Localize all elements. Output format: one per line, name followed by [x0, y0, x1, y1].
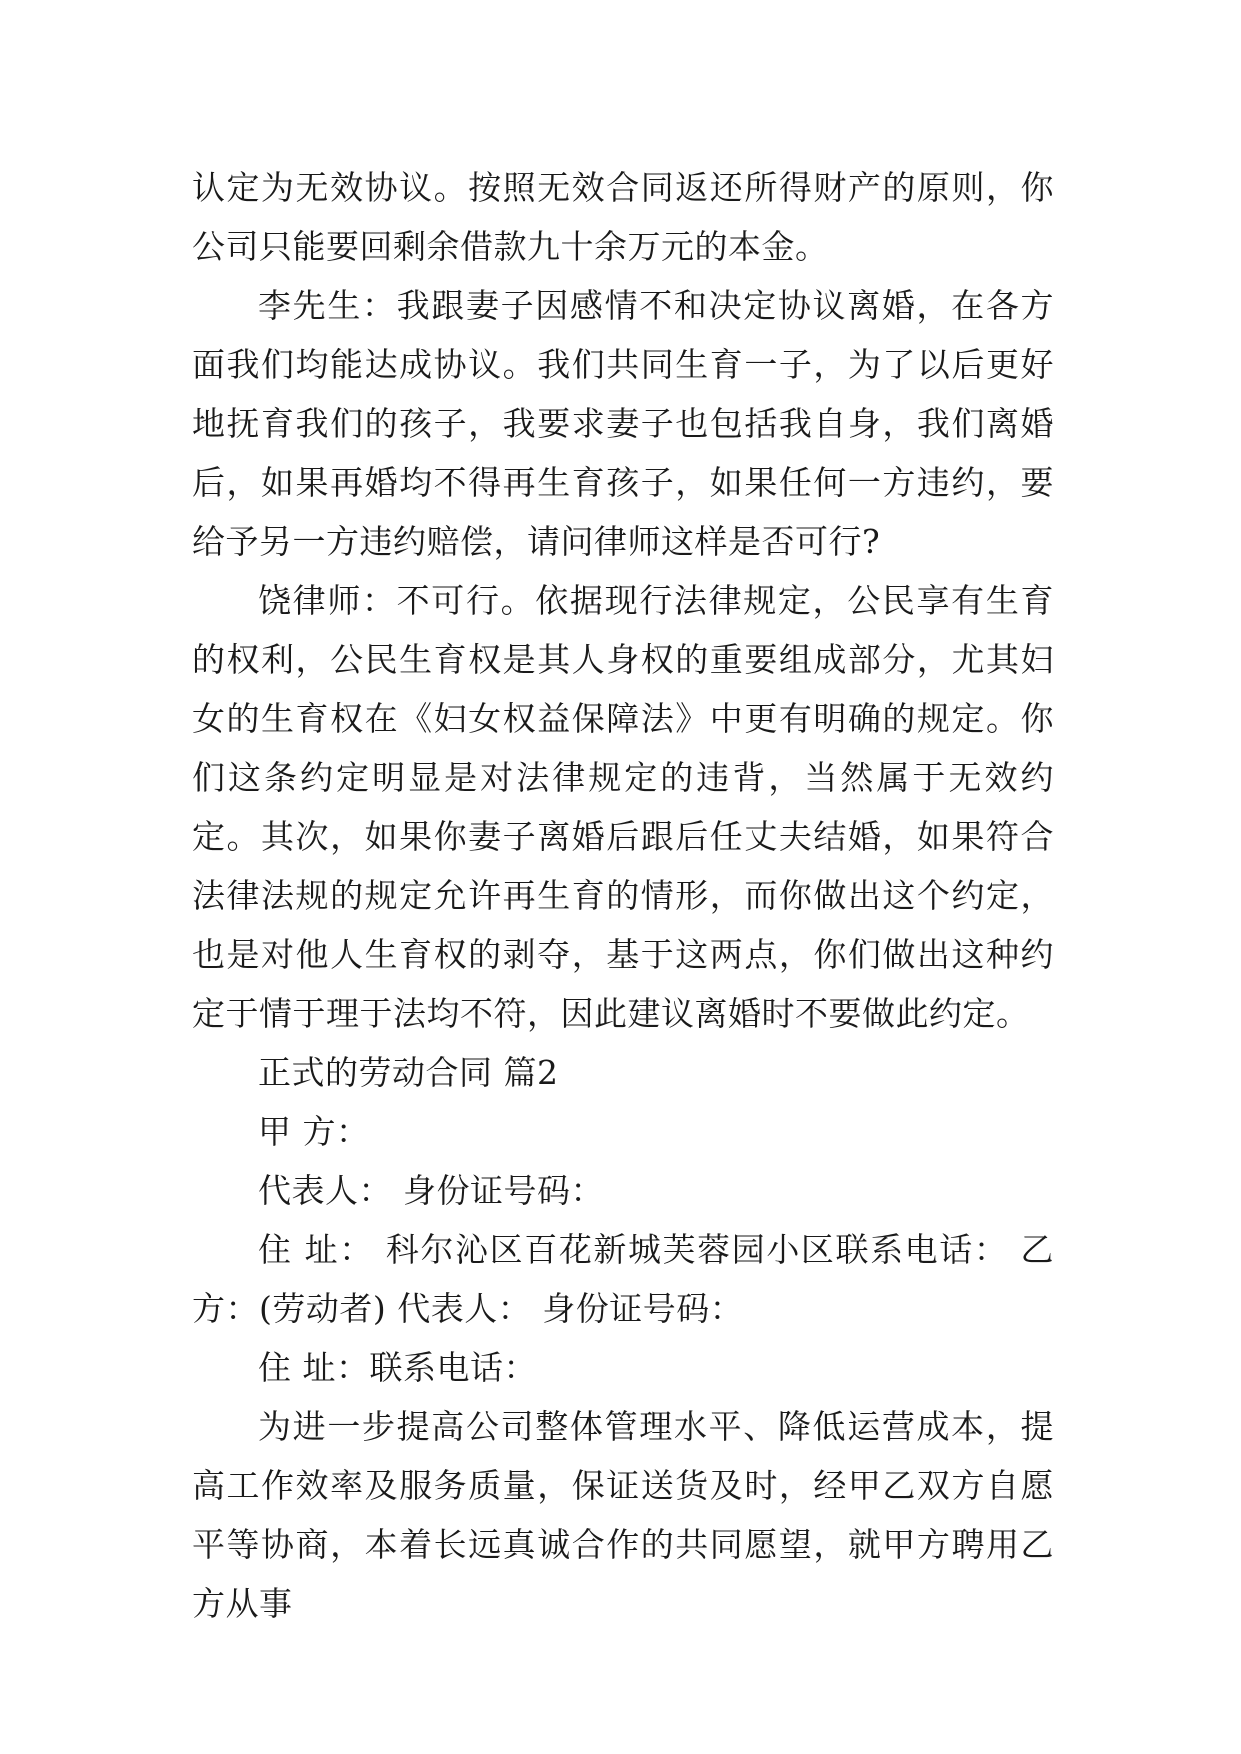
party-a-line: 甲 方：	[258, 1112, 370, 1151]
address-phone-line: 住 址：联系电话：	[258, 1348, 537, 1387]
paragraph-preamble: 为进一步提高公司整体管理水平、降低运营成本，提高工作效率及服务质量，保证送货及时，经甲乙双方自愿平等协商，本着长远真诚合作的共同愿望，就甲方聘用乙方从事	[192, 1407, 1054, 1623]
paragraph-continuation: 认定为无效协议。按照无效合同返还所得财产的原则，你公司只能要回剩余借款九十余万元的本金。	[192, 168, 1054, 266]
representative-line: 代表人： 身份证号码：	[258, 1171, 604, 1210]
address-party-b-line: 住 址： 科尔沁区百花新城芙蓉园小区联系电话： 乙方：(劳动者) 代表人： 身份证号码：	[192, 1230, 1054, 1328]
paragraph-answer: 饶律师：不可行。依据现行法律规定，公民享有生育的权利，公民生育权是其人身权的重要组成部分，尤其妇女的生育权在《妇女权益保障法》中更有明确的规定。你们这条约定明显是对法律规定的违背，当然属于无效约定。其次，如果你妻子离婚后跟后任丈夫结婚，如果符合法律法规的规定允许再生育的情形，而你做出这个约定，也是对他人生育权的剥夺，基于这两点，你们做出这种约定于情于理于法均不符，因此建议离婚时不要做此约定。	[192, 581, 1054, 1033]
document-body	[192, 158, 1054, 1633]
paragraph-question: 李先生：我跟妻子因感情不和决定协议离婚，在各方面我们均能达成协议。我们共同生育一子，为了以后更好地抚育我们的孩子，我要求妻子也包括我自身，我们离婚后，如果再婚均不得再生育孩子，如果任何一方违约，要给予另一方违约赔偿，请问律师这样是否可行?	[192, 286, 1054, 561]
section-heading: 正式的劳动合同 篇2	[258, 1053, 559, 1092]
